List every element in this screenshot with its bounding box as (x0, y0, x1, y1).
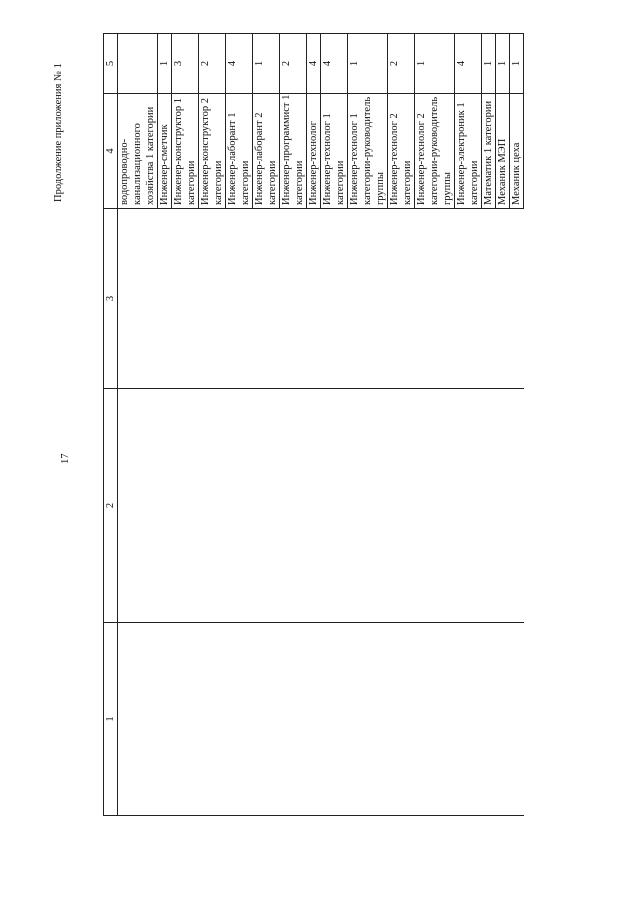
empty-cell-col-2 (280, 389, 307, 623)
empty-cell-col-1 (199, 623, 226, 816)
count-cell: 1 (510, 34, 524, 94)
empty-cell-col-3 (388, 209, 415, 389)
empty-cell-col-3 (172, 209, 199, 389)
table-row (253, 34, 280, 816)
count-cell: 4 (307, 34, 321, 94)
position-cell (321, 94, 348, 209)
empty-cell-col-3 (455, 209, 482, 389)
table-row (482, 34, 496, 816)
empty-cell-col-1 (455, 623, 482, 816)
empty-cell-col-3 (226, 209, 253, 389)
position-line: категории-руководитель (362, 96, 373, 205)
empty-cell-col-1 (172, 623, 199, 816)
empty-cell-col-2 (496, 389, 510, 623)
empty-cell-col-2 (455, 389, 482, 623)
position-line: Механик МЭП (497, 138, 508, 205)
empty-cell-col-2 (348, 389, 388, 623)
table-row (307, 34, 321, 816)
count-cell: 2 (280, 34, 307, 94)
empty-cell-col-3 (280, 209, 307, 389)
table-row (455, 34, 482, 816)
empty-cell-col-2 (321, 389, 348, 623)
position-line: категории (213, 160, 224, 205)
count-cell: 3 (172, 34, 199, 94)
empty-cell-col-1 (321, 623, 348, 816)
count-cell: 4 (455, 34, 482, 94)
position-cell (415, 94, 455, 209)
empty-cell-col-2 (253, 389, 280, 623)
position-line: Инженер-программист 1 (281, 94, 292, 205)
table-row (388, 34, 415, 816)
empty-cell-col-2 (172, 389, 199, 623)
table-row (280, 34, 307, 816)
empty-cell-col-3 (482, 209, 496, 389)
position-cell (172, 94, 199, 209)
count-cell: 1 (253, 34, 280, 94)
table-header-row (104, 34, 118, 816)
position-cell (510, 94, 524, 209)
count-cell: 1 (496, 34, 510, 94)
position-line: Инженер-конструктор 2 (200, 98, 211, 205)
table-row (496, 34, 510, 816)
table-row (172, 34, 199, 816)
position-cell (280, 94, 307, 209)
table-row (118, 34, 158, 816)
position-line: категории (186, 160, 197, 205)
count-cell: 1 (348, 34, 388, 94)
position-cell (455, 94, 482, 209)
position-line: Инженер-технолог 1 (349, 113, 360, 205)
column-header-4: 4 (104, 94, 118, 209)
position-line: Инженер-сметчик (159, 124, 170, 205)
column-header-1: 1 (104, 623, 118, 816)
position-line: категории-руководитель (429, 96, 440, 205)
position-line: категории (335, 160, 346, 205)
count-cell: 4 (321, 34, 348, 94)
position-cell (118, 94, 158, 209)
empty-cell-col-2 (226, 389, 253, 623)
table-row (415, 34, 455, 816)
position-line: Математик 1 категории (483, 100, 494, 205)
position-cell (307, 94, 321, 209)
position-line: группы (442, 172, 453, 205)
empty-cell-col-3 (348, 209, 388, 389)
empty-cell-col-2 (482, 389, 496, 623)
count-cell: 2 (199, 34, 226, 94)
position-line: категории (469, 160, 480, 205)
position-line: Инженер-технолог (308, 121, 319, 205)
position-line: Инженер-конструктор 1 (173, 98, 184, 205)
position-cell (226, 94, 253, 209)
position-line: категории (240, 160, 251, 205)
count-cell: 1 (158, 34, 172, 94)
position-cell (496, 94, 510, 209)
empty-cell-col-1 (253, 623, 280, 816)
empty-cell-col-1 (158, 623, 172, 816)
empty-cell-col-3 (496, 209, 510, 389)
empty-cell-col-1 (226, 623, 253, 816)
empty-cell-col-1 (415, 623, 455, 816)
empty-cell-col-1 (496, 623, 510, 816)
count-cell: 1 (415, 34, 455, 94)
column-header-3: 3 (104, 209, 118, 389)
table-row (158, 34, 172, 816)
position-line: Инженер-электроник 1 (456, 102, 467, 205)
empty-cell-col-2 (307, 389, 321, 623)
staff-table (103, 33, 524, 816)
empty-cell-col-2 (415, 389, 455, 623)
empty-cell-col-3 (321, 209, 348, 389)
empty-cell-col-1 (510, 623, 524, 816)
position-line: Инженер-лаборант 2 (254, 112, 265, 205)
empty-cell-col-1 (280, 623, 307, 816)
position-line: Инженер-технолог 1 (322, 113, 333, 205)
column-header-2: 2 (104, 389, 118, 623)
position-cell (482, 94, 496, 209)
page-header-continuation: Продолжение приложения № 1 (53, 63, 64, 202)
count-cell: 4 (226, 34, 253, 94)
position-line: категории (294, 160, 305, 205)
position-cell (388, 94, 415, 209)
position-cell (348, 94, 388, 209)
position-line: категории (267, 160, 278, 205)
table-row (199, 34, 226, 816)
page-number: 17 (60, 453, 71, 464)
staff-table-rotated (103, 34, 570, 816)
table-body (118, 34, 524, 816)
empty-cell-col-1 (388, 623, 415, 816)
column-header-5: 5 (104, 34, 118, 94)
empty-cell-col-3 (158, 209, 172, 389)
empty-cell-col-3 (118, 209, 158, 389)
rotated-table-container (103, 34, 570, 816)
table-row (348, 34, 388, 816)
position-line: канализационного (132, 123, 143, 205)
empty-cell-col-1 (118, 623, 158, 816)
empty-cell-col-2 (199, 389, 226, 623)
count-cell: 2 (388, 34, 415, 94)
table-row (226, 34, 253, 816)
position-line: категории (402, 160, 413, 205)
position-line: водопроводно- (119, 138, 130, 205)
position-line: хозяйства 1 категории (145, 106, 156, 205)
empty-cell-col-3 (510, 209, 524, 389)
empty-cell-col-3 (253, 209, 280, 389)
empty-cell-col-1 (348, 623, 388, 816)
table-row (510, 34, 524, 816)
count-cell (118, 34, 158, 94)
position-cell (253, 94, 280, 209)
count-cell: 1 (482, 34, 496, 94)
table-row (321, 34, 348, 816)
position-line: Механик цеха (511, 142, 522, 205)
empty-cell-col-1 (307, 623, 321, 816)
position-cell (199, 94, 226, 209)
empty-cell-col-3 (307, 209, 321, 389)
empty-cell-col-2 (510, 389, 524, 623)
position-line: группы (375, 172, 386, 205)
empty-cell-col-2 (388, 389, 415, 623)
position-line: Инженер-лаборант 1 (227, 112, 238, 205)
empty-cell-col-1 (482, 623, 496, 816)
position-line: Инженер-технолог 2 (389, 113, 400, 205)
empty-cell-col-3 (415, 209, 455, 389)
position-cell (158, 94, 172, 209)
empty-cell-col-3 (199, 209, 226, 389)
empty-cell-col-2 (158, 389, 172, 623)
empty-cell-col-2 (118, 389, 158, 623)
position-line: Инженер-технолог 2 (416, 113, 427, 205)
